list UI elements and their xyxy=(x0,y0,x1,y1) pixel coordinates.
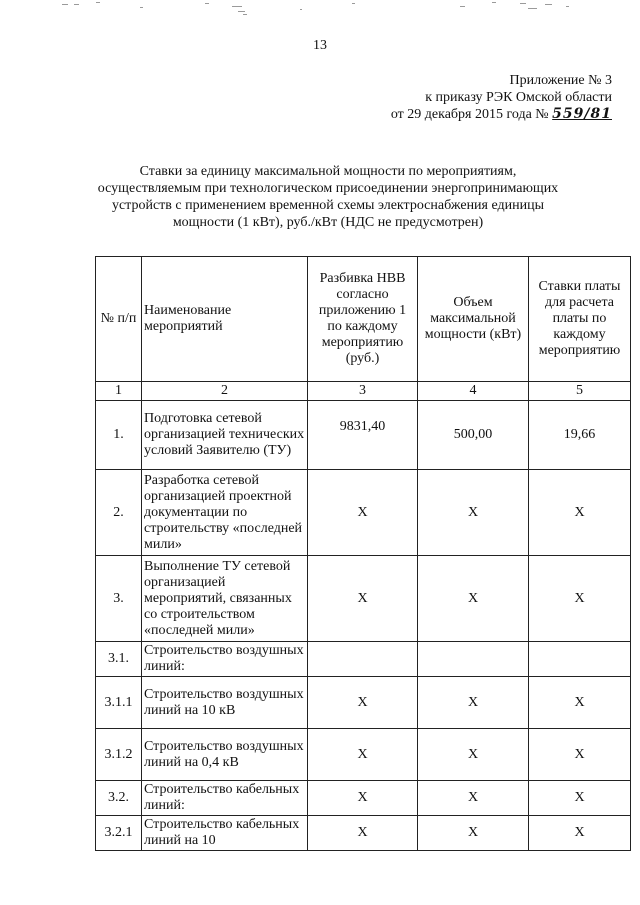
appendix-order-date xyxy=(391,106,612,123)
row-number: 1. xyxy=(96,401,142,470)
column-number: 2 xyxy=(142,382,308,401)
appendix-date-text: от 29 декабря 2015 года № xyxy=(390,107,549,122)
row-power: Х xyxy=(418,677,529,729)
row-rate xyxy=(529,642,631,677)
row-nvv: Х xyxy=(308,556,418,642)
header-rate: Ставки платы для расчета платы по каждому мероприятию xyxy=(529,257,631,382)
rates-table xyxy=(95,256,631,851)
row-name: Строительство кабельных линий на 10 xyxy=(142,816,308,851)
row-rate: 19,66 xyxy=(529,401,631,470)
appendix-title: Приложение № 3 xyxy=(509,73,612,88)
row-nvv: Х xyxy=(308,470,418,556)
row-name: Строительство воздушных линий: xyxy=(142,642,308,677)
header-power: Объем максимальной мощности (кВт) xyxy=(418,257,529,382)
row-power: 500,00 xyxy=(418,401,529,470)
header-nvv: Разбивка НВВ согласно приложению 1 по каждому мероприятию (руб.) xyxy=(308,257,418,382)
handwritten-order-number: 559/81 xyxy=(552,106,612,122)
row-nvv: Х xyxy=(308,677,418,729)
title-line-2: осуществляемым при технологическом присоединении энергопринимающих xyxy=(97,181,559,196)
title-line-1: Ставки за единицу максимальной мощности по мероприятиям, xyxy=(139,164,517,179)
page-number: 13 xyxy=(313,38,327,53)
row-name: Разработка сетевой организацией проектной документации по строительству «последней мили» xyxy=(142,470,308,556)
row-number: 3.1. xyxy=(96,642,142,677)
column-number: 5 xyxy=(529,382,631,401)
column-numbers-row xyxy=(96,382,631,401)
row-nvv xyxy=(308,642,418,677)
row-nvv: Х xyxy=(308,781,418,816)
row-rate: Х xyxy=(529,556,631,642)
row-rate: Х xyxy=(529,470,631,556)
row-name: Строительство воздушных линий на 10 кВ xyxy=(142,677,308,729)
appendix-order-ref: к приказу РЭК Омской области xyxy=(425,90,612,105)
row-power: Х xyxy=(418,470,529,556)
table-header-row xyxy=(96,257,631,382)
row-power: Х xyxy=(418,729,529,781)
column-number: 4 xyxy=(418,382,529,401)
column-number: 3 xyxy=(308,382,418,401)
scan-noise-artifact xyxy=(0,0,640,22)
row-number: 3.2. xyxy=(96,781,142,816)
table-row xyxy=(96,401,631,470)
row-rate: Х xyxy=(529,781,631,816)
row-power xyxy=(418,642,529,677)
appendix-header xyxy=(391,72,612,123)
table-row xyxy=(96,816,631,851)
row-number: 3. xyxy=(96,556,142,642)
row-power: Х xyxy=(418,556,529,642)
row-power: Х xyxy=(418,781,529,816)
row-nvv: 9831,40 xyxy=(308,401,418,470)
table-row xyxy=(96,642,631,677)
row-nvv: Х xyxy=(308,816,418,851)
table-row xyxy=(96,470,631,556)
row-name: Подготовка сетевой организацией технических условий Заявителю (ТУ) xyxy=(142,401,308,470)
row-power: Х xyxy=(418,816,529,851)
row-rate: Х xyxy=(529,677,631,729)
document-title xyxy=(80,163,576,231)
column-number: 1 xyxy=(96,382,142,401)
table-row xyxy=(96,556,631,642)
table-row xyxy=(96,781,631,816)
row-name: Строительство кабельных линий: xyxy=(142,781,308,816)
row-nvv: Х xyxy=(308,729,418,781)
table-row xyxy=(96,677,631,729)
title-line-4: мощности (1 кВт), руб./кВт (НДС не предусмотрен) xyxy=(172,215,484,230)
row-rate: Х xyxy=(529,816,631,851)
table-row xyxy=(96,729,631,781)
row-number: 2. xyxy=(96,470,142,556)
header-name: Наименование мероприятий xyxy=(142,257,308,382)
row-number: 3.1.1 xyxy=(96,677,142,729)
row-number: 3.1.2 xyxy=(96,729,142,781)
title-line-3: устройств с применением временной схемы электроснабжения единицы xyxy=(111,198,545,213)
header-number: № п/п xyxy=(96,257,142,382)
row-name: Выполнение ТУ сетевой организацией мероприятий, связанных со строительством «последней мили» xyxy=(142,556,308,642)
row-name: Строительство воздушных линий на 0,4 кВ xyxy=(142,729,308,781)
row-rate: Х xyxy=(529,729,631,781)
row-number: 3.2.1 xyxy=(96,816,142,851)
